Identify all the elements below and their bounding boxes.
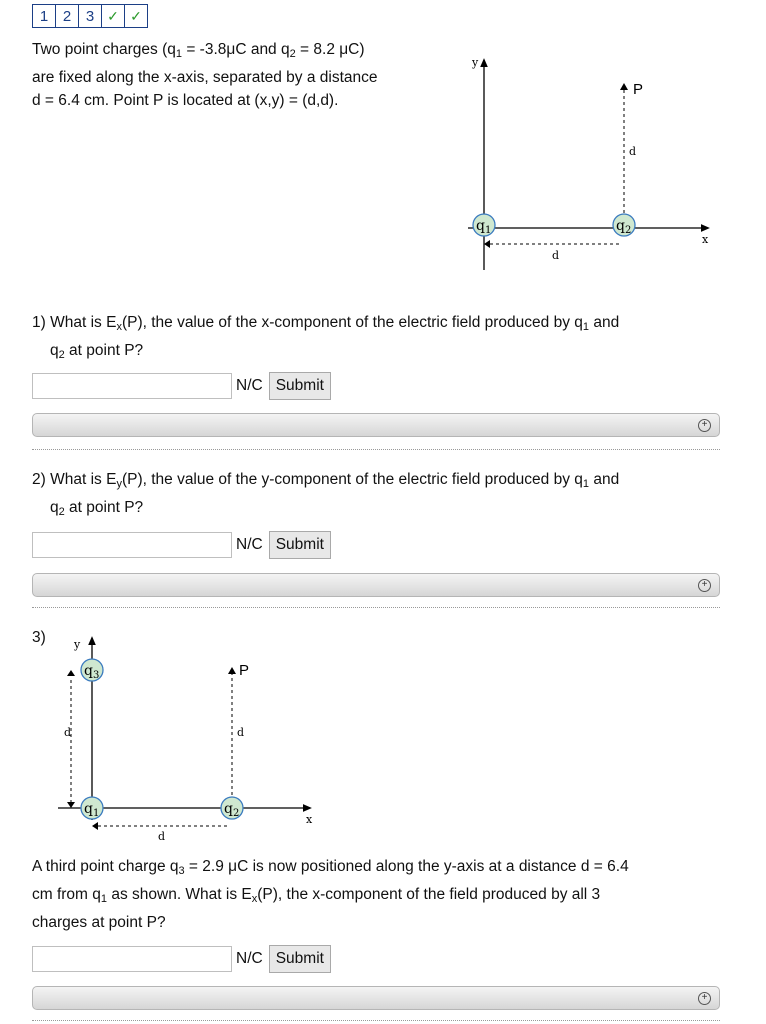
problem-intro: Two point charges ($q_1 = -3.8\mu C$ and $q_2 = 8.2$ μC) are fixed along the x-axis, separated by a distance d = 6.4 cm. Point P is located at (x,y) = (d,d).	[32, 41, 378, 109]
diagram-1	[440, 48, 740, 278]
d-left-label: d	[64, 726, 72, 739]
answer-input-1[interactable]	[32, 373, 232, 399]
d-horizontal-label: d	[158, 830, 166, 843]
d-vertical-label: d	[629, 145, 637, 158]
question-2-text: 2) What is $E_y(P)$, the value of the y-component of the electric field produced by $q_1$ and $q_2$ at point P?	[32, 471, 620, 518]
charge-q1	[473, 214, 495, 236]
diagram-2	[48, 630, 338, 848]
d-horizontal-label: d	[552, 249, 560, 262]
point-p-label: P	[239, 662, 250, 679]
tab-2[interactable]: 2	[55, 4, 79, 28]
x-axis-label: x	[306, 813, 313, 826]
charge-q2	[613, 214, 635, 236]
point-p-label: P	[633, 81, 644, 98]
answer-input-3[interactable]	[32, 946, 232, 972]
separator-3	[32, 1020, 720, 1021]
submit-button-2[interactable]: Submit	[269, 531, 331, 559]
y-axis-label: y	[472, 56, 479, 69]
unit-label-2: N/C	[236, 536, 263, 553]
hint-bar-2[interactable]	[32, 573, 720, 597]
svg-text:q3: $q_3$	[84, 663, 100, 681]
plus-circle-icon[interactable]: +	[698, 579, 711, 592]
tab-3[interactable]: 3	[78, 4, 102, 28]
separator-1	[32, 449, 720, 450]
y-axis-label: y	[74, 638, 81, 651]
question-3-text: A third point charge $q_3 = 2.9$ μC is now positioned along the y-axis at a distance d = 6.4 cm from $q_1$ as shown. What is $E_x(P)$, the x-component of the field produced by all 3 charges at point P?	[32, 858, 629, 931]
tab-check-2[interactable]: ✓	[124, 4, 148, 28]
tab-check-1[interactable]: ✓	[101, 4, 125, 28]
plus-circle-icon[interactable]: +	[698, 419, 711, 432]
question-3-number: 3)	[32, 629, 46, 646]
answer-row-1	[32, 372, 331, 400]
answer-row-2	[32, 531, 331, 559]
unit-label-1: N/C	[236, 377, 263, 394]
d-right-label: d	[237, 726, 245, 739]
question-tabs	[32, 4, 147, 28]
svg-text:q1: $q_1$	[476, 218, 492, 236]
separator-2	[32, 607, 720, 608]
tab-1[interactable]: 1	[32, 4, 56, 28]
svg-text:q1: $q_1$	[84, 801, 100, 819]
x-axis-label: x	[702, 233, 709, 246]
plus-circle-icon[interactable]: +	[698, 992, 711, 1005]
charge-q3	[81, 659, 103, 681]
answer-row-3	[32, 945, 331, 973]
answer-input-2[interactable]	[32, 532, 232, 558]
svg-text:q2: $q_2$	[616, 218, 632, 236]
question-1-text: 1) What is $E_x(P)$, the value of the x-component of the electric field produced by $q_1$ and $q_2$ at point P?	[32, 314, 620, 361]
svg-text:q2: $q_2$	[224, 801, 240, 819]
charge-q1	[81, 797, 103, 819]
hint-bar-1[interactable]	[32, 413, 720, 437]
submit-button-3[interactable]: Submit	[269, 945, 331, 973]
hint-bar-3[interactable]	[32, 986, 720, 1010]
charge-q2	[221, 797, 243, 819]
unit-label-3: N/C	[236, 950, 263, 967]
submit-button-1[interactable]: Submit	[269, 372, 331, 400]
